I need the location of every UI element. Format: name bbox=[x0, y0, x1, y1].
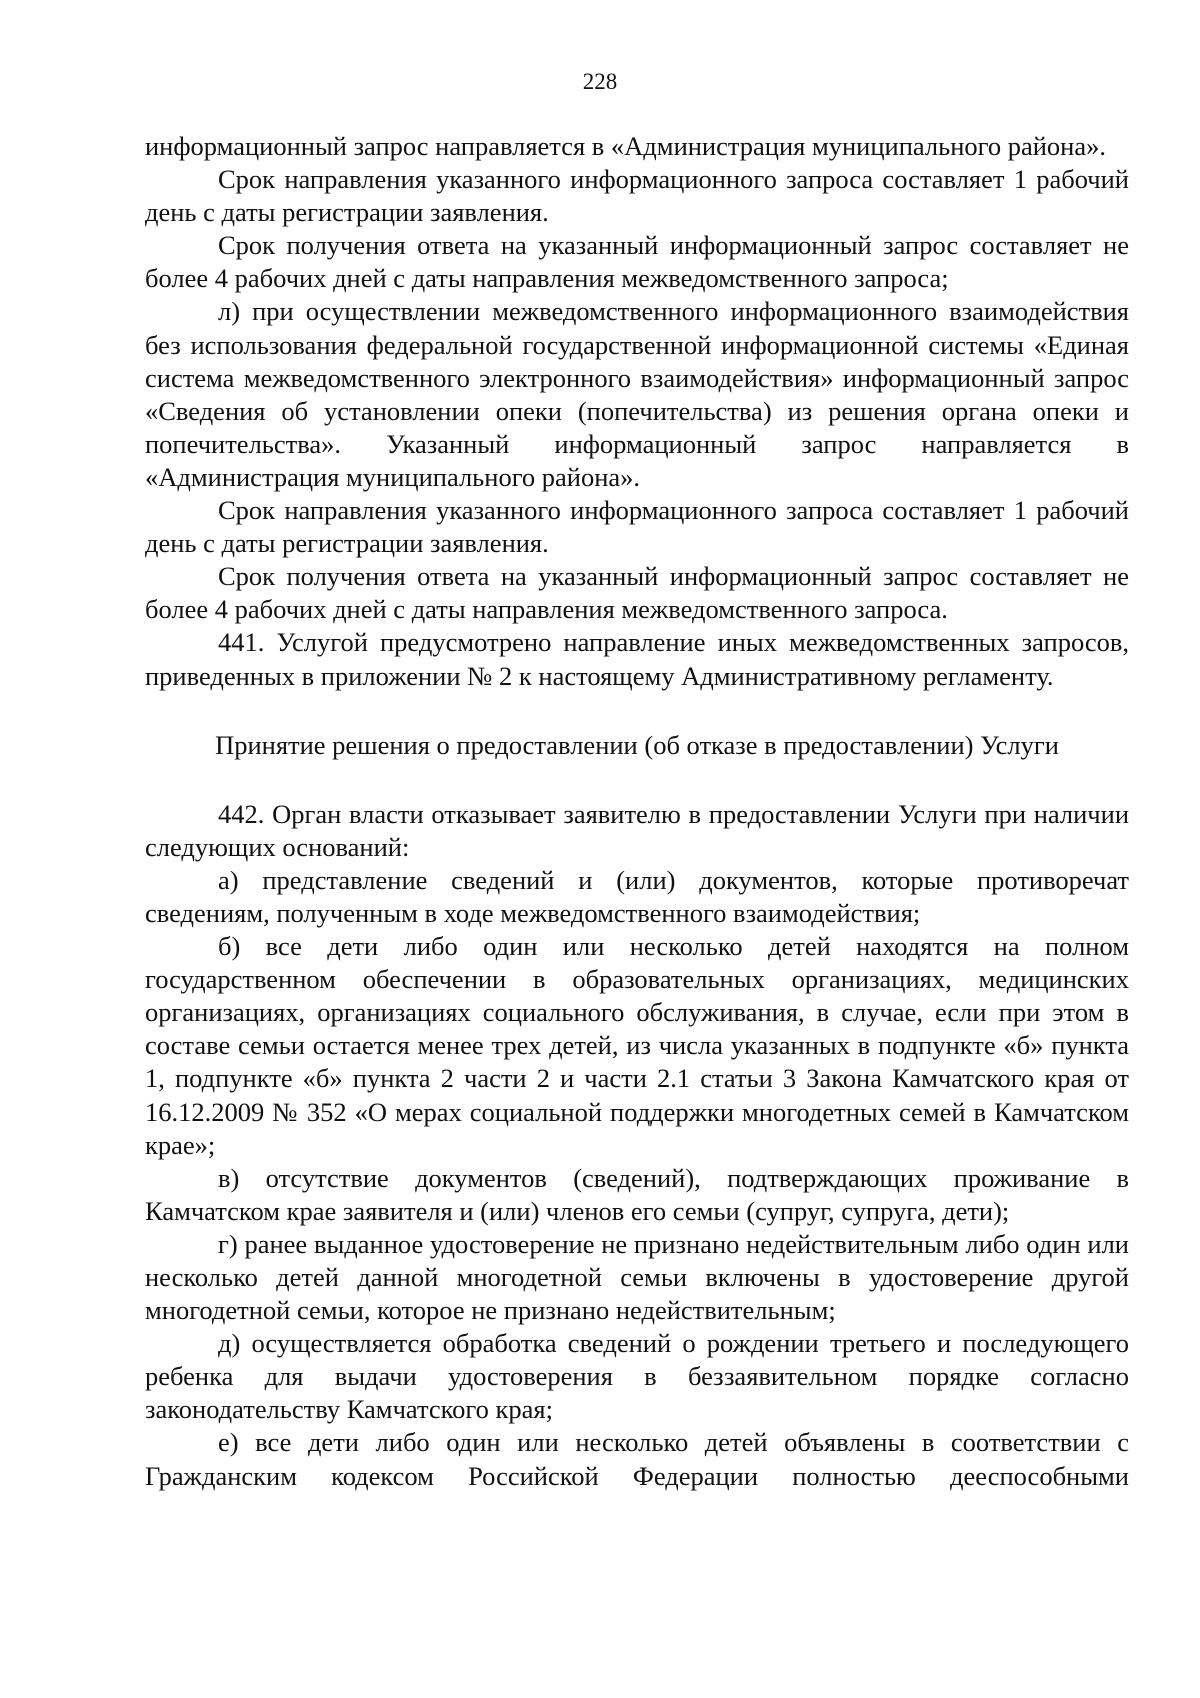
paragraph: 441. Услугой предусмотрено направление иных межведомственных запросов, приведенных в приложении № 2 к настоящему Административному регламенту. bbox=[145, 627, 1129, 691]
page-number: 228 bbox=[582, 69, 618, 94]
document-body bbox=[145, 130, 1129, 1493]
paragraph-continued: е) все дети либо один или несколько детей объявлены в соответствии с Гражданским кодексом Российской Федерации полностью дееспособными bbox=[145, 1427, 1129, 1491]
paragraph: Срок направления указанного информационного запроса составляет 1 рабочий день с даты регистрации заявления. bbox=[145, 495, 1129, 559]
paragraph: б) все дети либо один или несколько детей находятся на полном государственном обеспечении в образовательных организациях, медицинских организациях, организациях социального обслуживания, в случае, если при этом в составе семьи остается менее трех детей, из числа указанных в подпункте «б» пункта 1, подпункте «б» пункта 2 части 2 и части 2.1 статьи 3 Закона Камчатского края от 16.12.2009 № 352 «О мерах социальной поддержки многодетных семей в Камчатском крае»; bbox=[145, 931, 1129, 1160]
paragraph: д) осуществляется обработка сведений о рождении третьего и последующего ребенка для выдачи удостоверения в беззаявительном порядке согласно законодательству Камчатского края; bbox=[145, 1328, 1129, 1425]
paragraph: информационный запрос направляется в «Администрация муниципального района». bbox=[145, 131, 1106, 161]
paragraph: Срок получения ответа на указанный информационный запрос составляет не более 4 рабочих дней с даты направления межведомственного запроса. bbox=[145, 561, 1129, 625]
paragraph: 442. Орган власти отказывает заявителю в предоставлении Услуги при наличии следующих оснований: bbox=[145, 798, 1129, 862]
paragraph: л) при осуществлении межведомственного информационного взаимодействия без использования федеральной государственной информационной системы «Единая система межведомственного электронного взаимодействия» информационный запрос «Сведения об установлении опеки (попечительства) из решения органа опеки и попечительства». Указанный информационный запрос направляется в «Администрация муниципального района». bbox=[145, 296, 1129, 492]
paragraph: в) отсутствие документов (сведений), подтверждающих проживание в Камчатском крае заявителя и (или) членов его семьи (супруг, супруга, дети); bbox=[145, 1162, 1129, 1226]
paragraph: Срок получения ответа на указанный информационный запрос составляет не более 4 рабочих дней с даты направления межведомственного запроса; bbox=[145, 230, 1129, 294]
section-heading: Принятие решения о предоставлении (об отказе в предоставлении) Услуги bbox=[215, 729, 1059, 760]
paragraph: а) представление сведений и (или) документов, которые противоречат сведениям, полученным в ходе межведомственного взаимодействия; bbox=[145, 864, 1129, 928]
paragraph: Срок направления указанного информационного запроса составляет 1 рабочий день с даты регистрации заявления. bbox=[145, 164, 1129, 228]
paragraph: г) ранее выданное удостоверение не признано недействительным либо один или несколько детей данной многодетной семьи включены в удостоверение другой многодетной семьи, которое не признано недействительным; bbox=[145, 1228, 1129, 1326]
